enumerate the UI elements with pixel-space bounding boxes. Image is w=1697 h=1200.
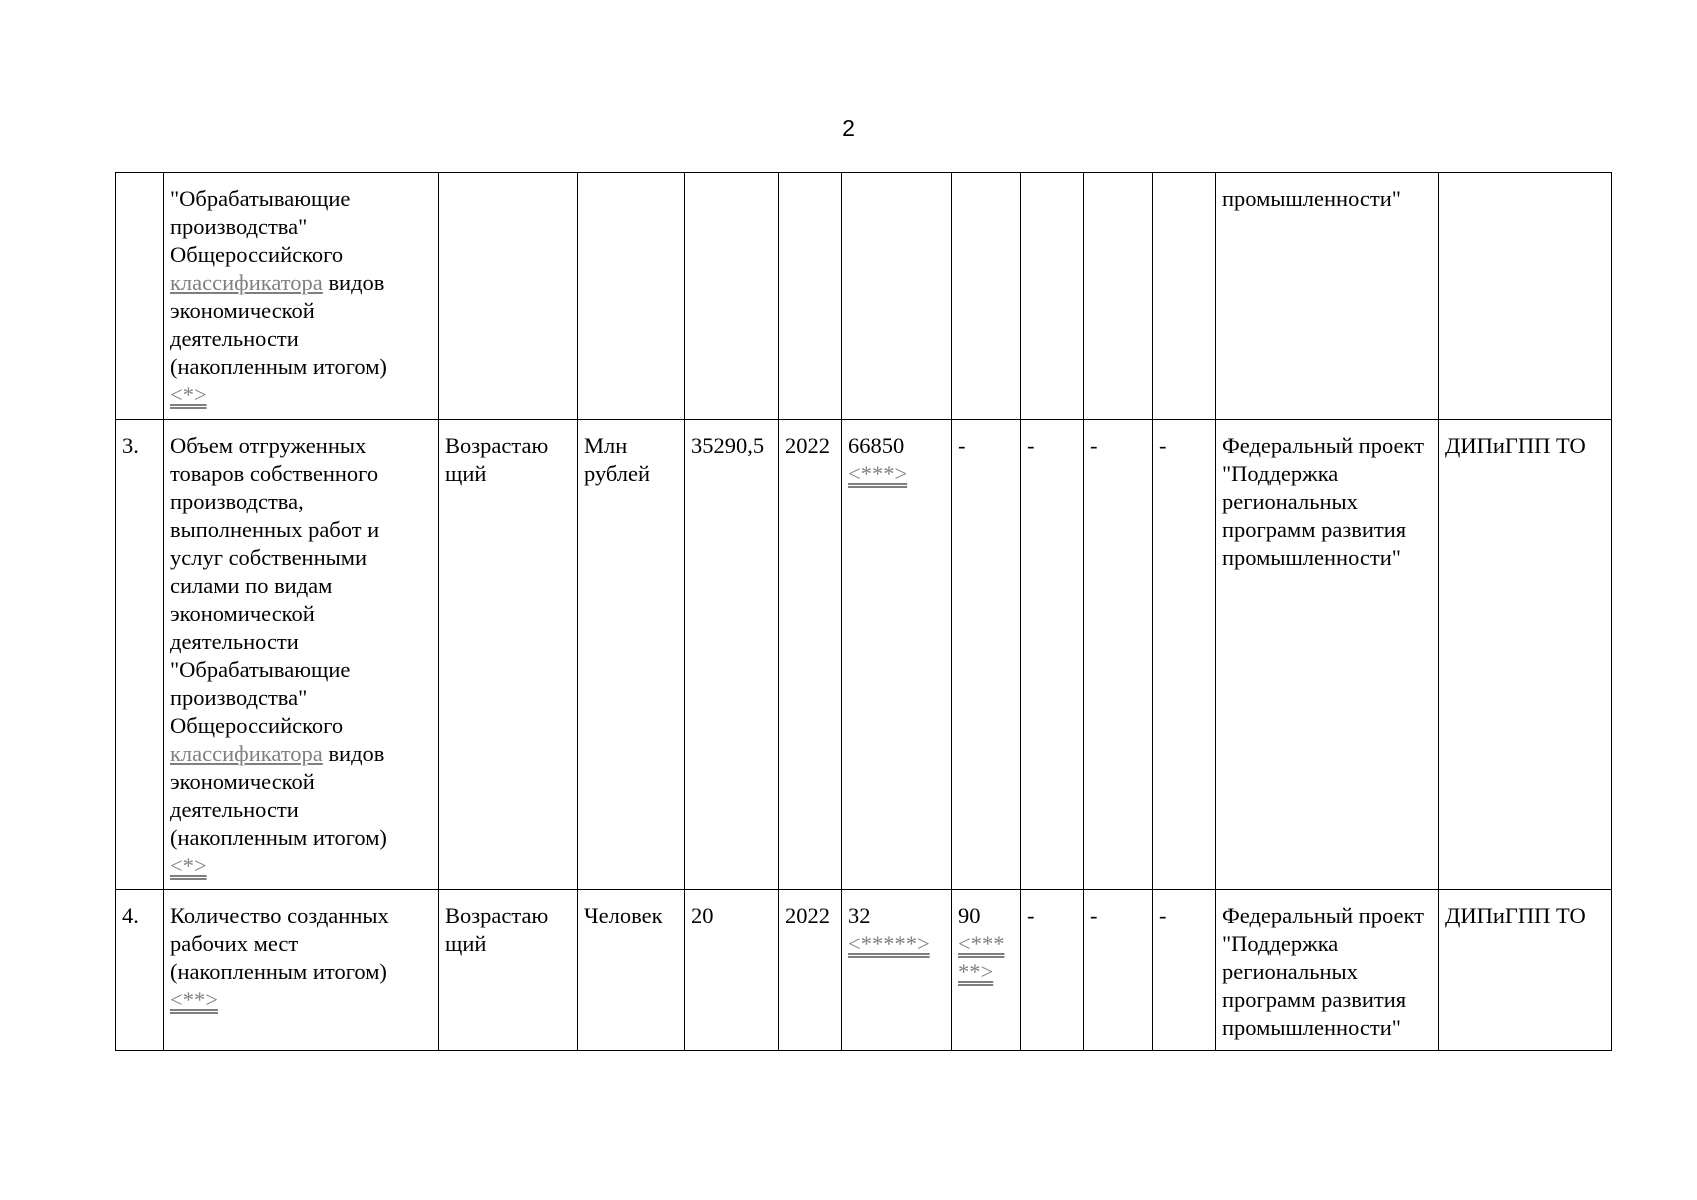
target-value-1: 32 xyxy=(848,903,871,928)
indicator-name-text: Количество созданных рабочих мест (накопленным итогом) xyxy=(170,903,389,984)
indicator-name-cell xyxy=(164,173,439,420)
target-value-1-cell xyxy=(842,420,952,890)
target-value-1-cell xyxy=(842,890,952,1051)
base-year-cell: 2022 xyxy=(779,890,842,1051)
classifier-link[interactable]: классификатора xyxy=(170,741,323,766)
row-number: 4. xyxy=(116,890,164,1051)
table-row xyxy=(116,173,1612,420)
target-value-4-cell xyxy=(1084,173,1153,420)
project-cell: промышленности" xyxy=(1216,173,1439,420)
base-value-cell: 35290,5 xyxy=(685,420,779,890)
table-row xyxy=(116,420,1612,890)
page-number: 2 xyxy=(842,115,855,141)
indicator-name-text: Объем отгруженных товаров собственного производства, выполненных работ и услуг собственными силами по видам экономической деятельности "Обрабатывающие производства" Общероссийского xyxy=(170,433,380,738)
base-value-cell xyxy=(685,173,779,420)
indicator-name-cell xyxy=(164,420,439,890)
footnote-link[interactable]: <*****> xyxy=(848,931,930,956)
indicator-name-text-end: видов экономической деятельности (накопленным итогом) xyxy=(170,741,387,850)
target-value-5-cell: - xyxy=(1153,420,1216,890)
footnote-link[interactable]: <*> xyxy=(170,382,207,407)
unit-cell: Млн рублей xyxy=(578,420,685,890)
target-value-5-cell xyxy=(1153,173,1216,420)
responsible-cell xyxy=(1439,173,1612,420)
target-value-3-cell: - xyxy=(1021,420,1084,890)
indicator-name-text-end: видов экономической деятельности (накопленным итогом) xyxy=(170,270,387,379)
unit-cell xyxy=(578,173,685,420)
target-value-1: 66850 xyxy=(848,433,905,458)
target-value-1-cell xyxy=(842,173,952,420)
classifier-link[interactable]: классификатора xyxy=(170,270,323,295)
target-value-5-cell: - xyxy=(1153,890,1216,1051)
footnote-link[interactable]: <***> xyxy=(848,461,908,486)
target-value-2-cell xyxy=(952,890,1021,1051)
target-value-3-cell xyxy=(1021,173,1084,420)
base-year-cell: 2022 xyxy=(779,420,842,890)
footnote-link[interactable]: <*** **> xyxy=(958,931,1005,984)
indicator-name-cell xyxy=(164,890,439,1051)
indicator-name-text: "Обрабатывающие производства" Общероссийского xyxy=(170,186,351,267)
trend-cell xyxy=(439,173,578,420)
target-value-2: 90 xyxy=(958,903,981,928)
footnote-link[interactable]: <**> xyxy=(170,987,218,1012)
unit-cell: Человек xyxy=(578,890,685,1051)
target-value-4-cell: - xyxy=(1084,890,1153,1051)
project-cell: Федеральный проект "Поддержка региональных программ развития промышленности" xyxy=(1216,420,1439,890)
target-value-3-cell: - xyxy=(1021,890,1084,1051)
responsible-cell: ДИПиГПП ТО xyxy=(1439,890,1612,1051)
target-value-2-cell xyxy=(952,173,1021,420)
target-value-2: - xyxy=(958,433,966,458)
trend-cell: Возрастаю щий xyxy=(439,420,578,890)
project-cell: Федеральный проект "Поддержка региональных программ развития промышленности" xyxy=(1216,890,1439,1051)
row-number: 3. xyxy=(116,420,164,890)
footnote-link[interactable]: <*> xyxy=(170,853,207,878)
base-value-cell: 20 xyxy=(685,890,779,1051)
table-row xyxy=(116,890,1612,1051)
responsible-cell: ДИПиГПП ТО xyxy=(1439,420,1612,890)
base-year-cell xyxy=(779,173,842,420)
row-number xyxy=(116,173,164,420)
indicators-table xyxy=(115,172,1612,1051)
target-value-4-cell: - xyxy=(1084,420,1153,890)
target-value-2-cell xyxy=(952,420,1021,890)
trend-cell: Возрастаю щий xyxy=(439,890,578,1051)
